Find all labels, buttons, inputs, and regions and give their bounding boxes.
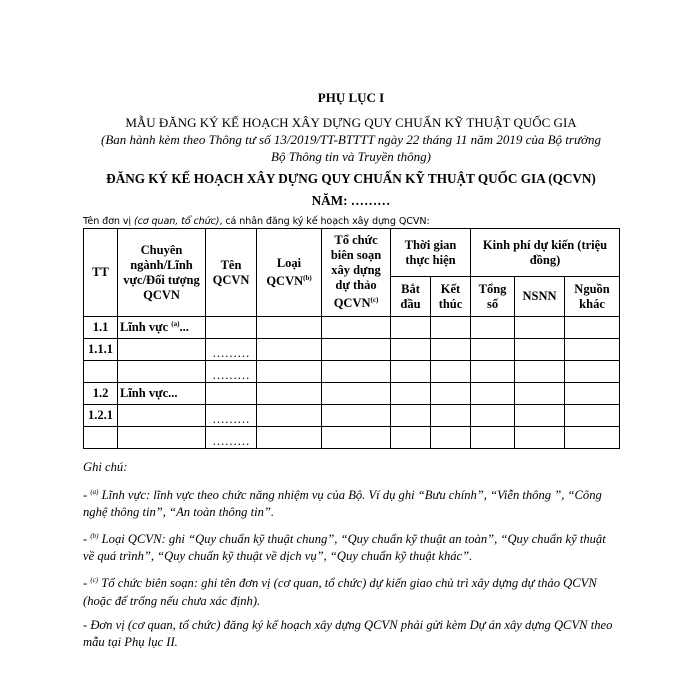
- cell: [471, 361, 515, 383]
- note-c-sup: (c): [90, 576, 99, 585]
- note-a-sup: (a): [90, 488, 99, 496]
- note-b-text: Loại QCVN: ghi “Quy chuẩn kỹ thuật chung”, “Quy chuẩn kỹ thuật an toàn”, “Quy chuẩn kỹ thuật về quá trình”, “Quy chuẩn kỹ thuật về dịch vụ”, “Quy chuẩn kỹ thuật khác”.: [83, 532, 606, 564]
- cell: [391, 317, 431, 339]
- cell: [515, 339, 565, 361]
- note-c-text: Tổ chức biên soạn: ghi tên đơn vị (cơ quan, tổ chức) dự kiến giao chủ trì xây dựng dự thảo QCVN (hoặc để trống nếu chưa xác định).: [83, 576, 597, 608]
- row-field-suffix: ...: [179, 320, 189, 335]
- note-c: - $^{(c)}$ Tổ chức biên soạn: ghi tên đơn vị (cơ quan, tổ chức) dự kiến giao chủ trì xây dựng dự thảo QCVN (hoặc để trống nếu chưa xác định).: [83, 576, 597, 608]
- cell: [322, 405, 391, 427]
- row-tt: [84, 427, 118, 449]
- row-name: ………: [206, 405, 257, 427]
- cell: [431, 361, 471, 383]
- issued-line-2: Bộ Thông tin và Truyền thông): [271, 149, 431, 164]
- row-tt: 1.1: [84, 317, 118, 339]
- cell: [565, 361, 620, 383]
- col-header-field: Chuyên ngành/Lĩnh vực/Đối tượng QCVN: [118, 229, 206, 317]
- plan-table: [83, 228, 620, 449]
- issued-note: [83, 131, 619, 165]
- col-header-budget: Kinh phí dự kiến (triệu đồng): [471, 229, 620, 277]
- row-field: [118, 317, 206, 339]
- cell: [391, 339, 431, 361]
- cell: [391, 383, 431, 405]
- table-row: [84, 317, 620, 339]
- col-header-type-text: Loại QCVN: [266, 255, 304, 289]
- table-row: [84, 383, 620, 405]
- row-name: ………: [206, 427, 257, 449]
- cell: [431, 317, 471, 339]
- row-name: ………: [206, 339, 257, 361]
- appendix-heading: PHỤ LỤC I: [317, 90, 385, 105]
- note-d: - Đơn vị (cơ quan, tổ chức) đăng ký kế hoạch xây dựng QCVN phải gửi kèm Dự án xây dựng QCVN theo mẫu tại Phụ lục II.: [83, 617, 613, 649]
- cell: [257, 361, 322, 383]
- cell: [471, 405, 515, 427]
- notes-heading: Ghi chú:: [83, 460, 128, 474]
- cell: [431, 339, 471, 361]
- cell: [257, 405, 322, 427]
- col-header-org-sup: (c): [370, 296, 379, 305]
- cell: [565, 317, 620, 339]
- row-tt: 1.2.1: [84, 405, 118, 427]
- cell: [515, 317, 565, 339]
- row-field: [118, 405, 206, 427]
- col-header-name: Tên QCVN: [206, 229, 257, 317]
- note-a-text: Lĩnh vực: lĩnh vực theo chức năng nhiệm vụ của Bộ. Ví dụ ghi “Bưu chính”, “Viễn thông ”, “Công nghệ thông tin”, “An toàn thông tin”.: [83, 488, 602, 520]
- document-title: ĐĂNG KÝ KẾ HOẠCH XÂY DỰNG QUY CHUẨN KỸ THUẬT QUỐC GIA (QCVN): [106, 171, 596, 186]
- row-name: [206, 383, 257, 405]
- unit-line-italic: (cơ quan, tổ chức): [133, 216, 220, 227]
- cell: [322, 427, 391, 449]
- row-tt: [84, 361, 118, 383]
- cell: [257, 383, 322, 405]
- row-field: [118, 427, 206, 449]
- row-tt: 1.2: [84, 383, 118, 405]
- table-row: [84, 361, 620, 383]
- cell: [471, 317, 515, 339]
- cell: [391, 427, 431, 449]
- cell: [565, 405, 620, 427]
- cell: [257, 317, 322, 339]
- note-b-sup: (b): [90, 532, 99, 541]
- unit-line: [83, 216, 619, 228]
- col-header-type-sup: (b): [303, 273, 312, 282]
- table-row: [84, 339, 620, 361]
- row-name: [206, 317, 257, 339]
- col-header-tt: TT: [84, 229, 118, 317]
- col-header-total: Tổng số: [471, 277, 515, 317]
- row-field: [118, 361, 206, 383]
- row-name: ………: [206, 361, 257, 383]
- cell: [257, 339, 322, 361]
- note-b: - $^{(b)}$ Loại QCVN: ghi “Quy chuẩn kỹ thuật chung”, “Quy chuẩn kỹ thuật an toàn”, “Quy chuẩn kỹ thuật về quá trình”, “Quy chuẩn kỹ thuật về dịch vụ”, “Quy chuẩn kỹ thuật khác”.: [83, 532, 606, 564]
- cell: [471, 339, 515, 361]
- cell: [431, 427, 471, 449]
- cell: [257, 427, 322, 449]
- notes-section: [83, 459, 619, 651]
- row-field: Lĩnh vực...: [118, 383, 206, 405]
- cell: [471, 383, 515, 405]
- row-field: [118, 339, 206, 361]
- cell: [515, 361, 565, 383]
- col-header-type: [257, 229, 322, 317]
- row-tt: 1.1.1: [84, 339, 118, 361]
- year-line: NĂM: ………: [311, 193, 391, 208]
- col-header-end: Kết thúc: [431, 277, 471, 317]
- unit-line-suffix: , cá nhân đăng ký kế hoạch xây dựng QCVN:: [219, 216, 430, 227]
- cell: [565, 383, 620, 405]
- cell: [431, 383, 471, 405]
- col-header-org: [322, 229, 391, 317]
- cell: [391, 405, 431, 427]
- cell: [515, 383, 565, 405]
- cell: [431, 405, 471, 427]
- table-row: [84, 427, 620, 449]
- col-header-other: Nguồn khác: [565, 277, 620, 317]
- note-a: - $^{(a)}$ Lĩnh vực: lĩnh vực theo chức năng nhiệm vụ của Bộ. Ví dụ ghi “Bưu chính”, “Viễn thông ”, “Công nghệ thông tin”, “An toàn thông tin”.: [83, 488, 602, 520]
- col-header-org-text: Tổ chức biên soạn xây dựng dự thảo QCVN: [330, 233, 382, 311]
- header-row-1: [84, 229, 620, 277]
- col-header-nsnn: NSNN: [515, 277, 565, 317]
- cell: [515, 405, 565, 427]
- document-page: [83, 86, 619, 658]
- cell: [565, 339, 620, 361]
- cell: [322, 317, 391, 339]
- cell: [391, 361, 431, 383]
- cell: [515, 427, 565, 449]
- unit-line-prefix: Tên đơn vị: [83, 216, 134, 227]
- cell: [322, 339, 391, 361]
- cell: [322, 383, 391, 405]
- cell: [471, 427, 515, 449]
- cell: [565, 427, 620, 449]
- table-row: [84, 405, 620, 427]
- col-header-time: Thời gian thực hiện: [391, 229, 471, 277]
- row-field-text: Lĩnh vực: [120, 320, 172, 335]
- issued-line-1: (Ban hành kèm theo Thông tư số 13/2019/TT-BTTTT ngày 22 tháng 11 năm 2019 của Bộ trưởng: [101, 132, 601, 147]
- cell: [322, 361, 391, 383]
- row-field-sup: (a): [171, 319, 180, 328]
- col-header-start: Bắt đầu: [391, 277, 431, 317]
- form-subtitle: MẪU ĐĂNG KÝ KẾ HOẠCH XÂY DỰNG QUY CHUẨN KỸ THUẬT QUỐC GIA: [125, 115, 577, 130]
